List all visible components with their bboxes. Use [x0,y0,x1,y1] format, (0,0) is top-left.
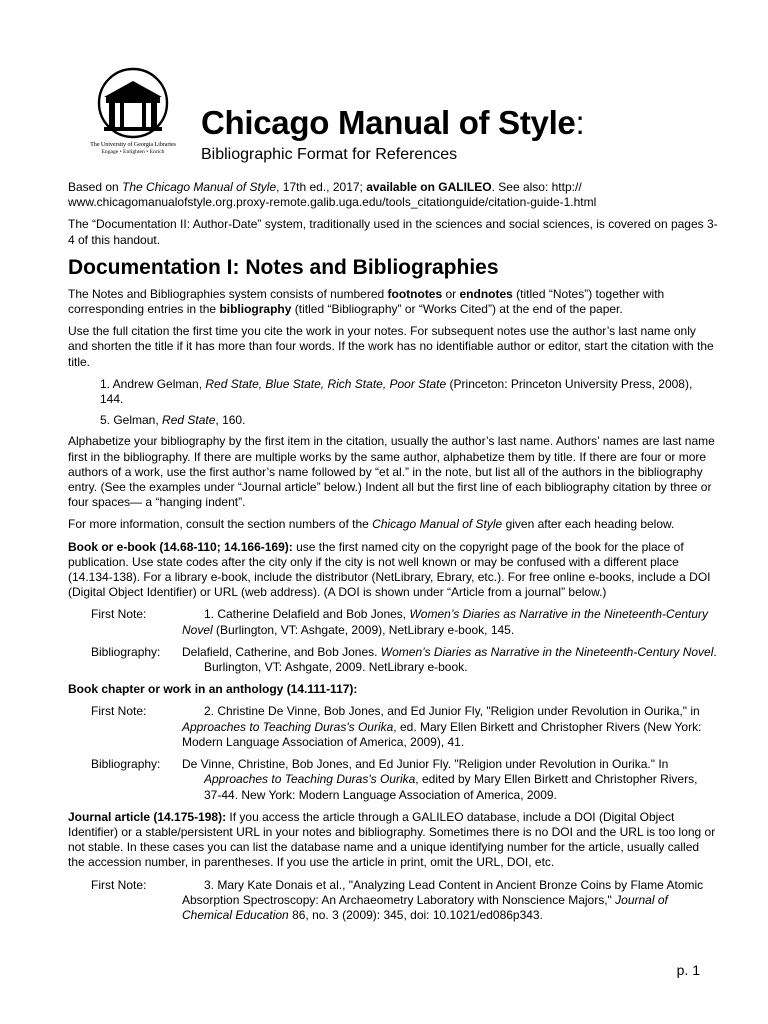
citation-guide-url[interactable]: www.chicagomanualofstyle.org.proxy-remote.galib.uga.edu/tools_citationguide/citation-guide-1.html [68,195,597,210]
intro-paragraph: Based on The Chicago Manual of Style, 17th ed., 2017; available on GALILEO. See also: http:// www.chicagomanualofstyle.org.proxy-remote.galib.uga.edu/tools_citationguide/citation-guide-1.html [68,180,597,210]
author-date-paragraph: The “Documentation II: Author-Date” system, traditionally used in the sciences and social sciences, is covered on pages 3-4 of this handout. [68,217,718,247]
arch-icon [80,67,186,139]
book-paragraph: Book or e-book (14.68-110; 14.166-169): use the first named city on the copyright page of the book for the place of publication. Use state codes after the city only if the city is not well known or may be confused with a different place (14.134-138). For a library e-book, include the distributor (NetLibrary, Ebrary, etc.). For free online e-books, include a DOI (Digital Object Identifier) or URL (web address). (A DOI is shown under “Article from a journal” below.) [68,539,711,600]
example-note-1: 1. Andrew Gelman, Red State, Blue State, Rich State, Poor State (Princeton: Princeton University Press, 2008), 144. [100,376,693,407]
alphabetize-paragraph: Alphabetize your bibliography by the first item in the citation, usually the author’s last name. Authors’ names are last name first in the bibliography. If there are multiple works by the same author, alphabetize them by title. If there are four or more authors of a work, use the first author’s name followed by “et al.” in the note, but list all of the authors in the bibliography entry. (See the examples under “Journal article” below.) Indent all but the first line of each bibliography citation by three or four spaces— a “hanging indent”. [68,434,715,510]
book-bibliography: Bibliography: Delafield, Catherine, and Bob Jones. Women’s Diaries as Narrative in the Nineteenth-Century Novel. Burlington, VT: Ashgate, 2009. NetLibrary e-book. [68,645,718,675]
document-body [68,180,718,930]
page-subtitle: Bibliographic Format for References [201,146,458,163]
journal-paragraph: Journal article (14.175-198): If you access the article through a GALILEO database, include a DOI (Digital Object Identifier) or a stable/persistent URL in your notes and bibliography. Sometimes there is no DOI and the URL is too long or not stable. In these cases you can list the database name and a unique identifying number for the article, usually called the accession number, in parentheses. If you use the article in print, omit the URL, DOI, etc. [68,809,716,870]
notes-system-paragraph: The Notes and Bibliographies system consists of numbered footnotes or endnotes (titled “Notes”) together with corresponding entries in the bibliography (titled “Bibliography” or “Works Cited”) at the end of the paper. [68,286,665,317]
bibliography-label: Bibliography: [91,757,161,772]
logo-name: The University of Georgia Libraries [90,141,176,148]
first-note-label: First Note: [91,704,147,719]
logo-tagline: Engage • Enlighten • Enrich [101,149,165,155]
example-note-5: 5. Gelman, Red State, 160. [100,413,246,428]
bibliography-label: Bibliography: [91,644,161,659]
uga-libraries-logo [80,67,186,155]
page-title: Chicago Manual of Style: [201,104,585,141]
chapter-first-note: First Note: 2. Christine De Vinne, Bob Jones, and Ed Junior Fly, "Religion under Revolution in Ourika," in Approaches to Teaching Duras's Ourika, ed. Mary Ellen Birkett and Christopher Rivers (New York: Modern Language Association of America, 2009), 41. [68,704,718,750]
page-number: p. 1 [676,962,700,978]
full-citation-paragraph: Use the full citation the first time you cite the work in your notes. For subsequent notes use the author’s last name only and shorten the title if it has more than four words. If the work has no identifiable author or editor, start the citation with the title. [68,324,714,369]
chapter-bibliography: Bibliography: De Vinne, Christine, Bob Jones, and Ed Junior Fly. "Religion under Revolution in Ourika." In Approaches to Teaching Duras's Ourika, edited by Mary Ellen Birkett and Christopher Rivers, 37-44. New York: Modern Language Association of America, 2009. [68,757,718,803]
journal-first-note: First Note: 3. Mary Kate Donais et al., "Analyzing Lead Content in Ancient Bronze Coins by Flame Atomic Absorption Spectroscopy: An Archaeometry Laboratory with Nonscience Majors," Journal of Chemical Education 86, no. 3 (2009): 345, doi: 10.1021/ed086p343. [68,878,718,924]
first-note-label: First Note: [91,607,147,622]
first-note-label: First Note: [91,877,147,892]
section-heading: Documentation I: Notes and Bibliographies [68,255,499,279]
chapter-heading: Book chapter or work in an anthology (14.111-117): [68,682,358,697]
more-info-paragraph: For more information, consult the section numbers of the Chicago Manual of Style given after each heading below. [68,517,675,532]
book-first-note: First Note: 1. Catherine Delafield and Bob Jones, Women’s Diaries as Narrative in the Nineteenth-Century Novel (Burlington, VT: Ashgate, 2009), NetLibrary e-book, 145. [68,607,718,637]
